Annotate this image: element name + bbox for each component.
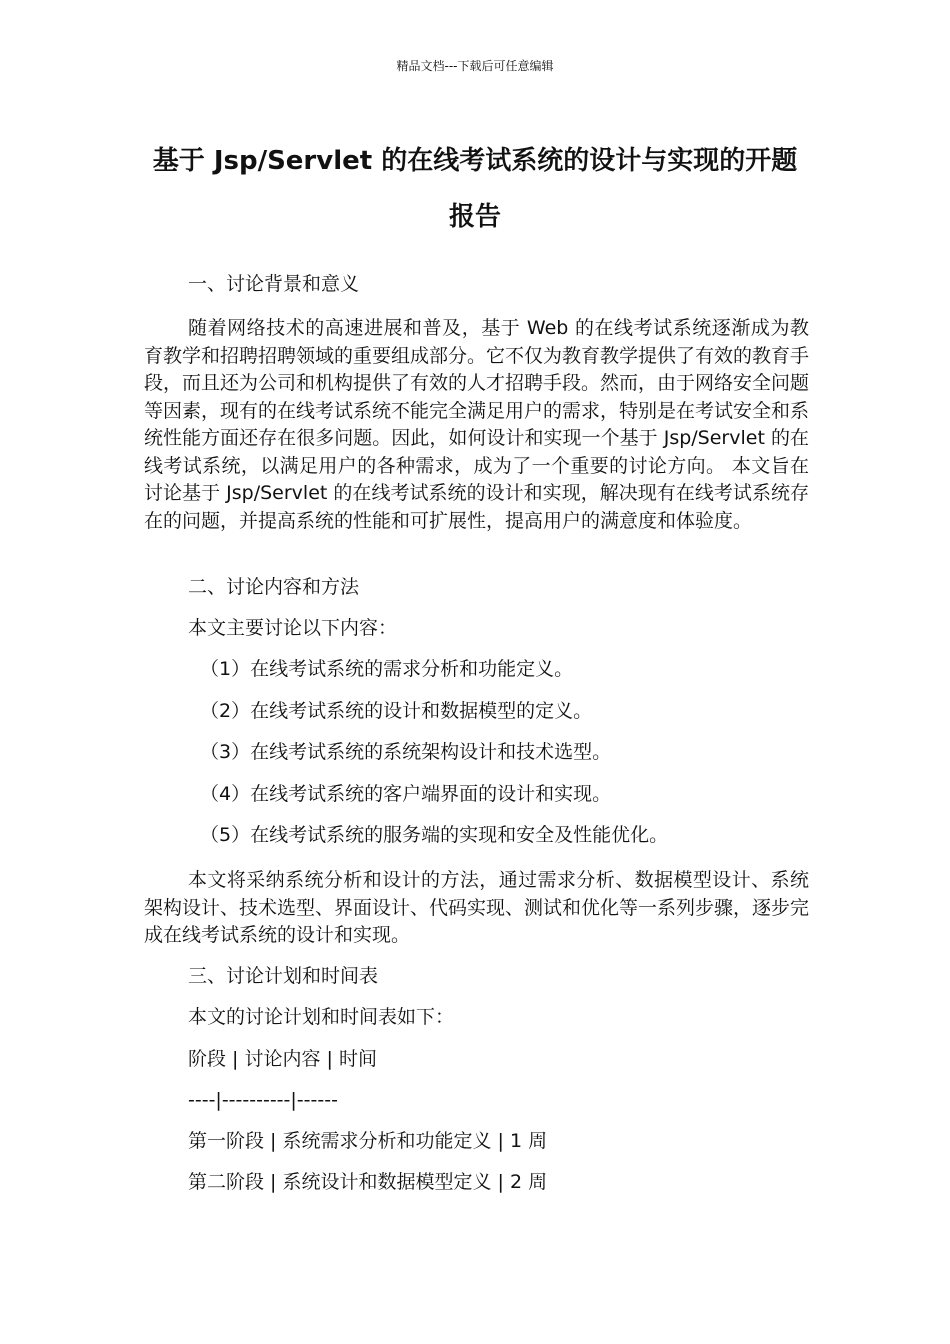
table-row-2: 第二阶段 | 系统设计和数据模型定义 | 2 周: [188, 1171, 548, 1193]
plan-intro: 本文的讨论计划和时间表如下：: [188, 1006, 455, 1028]
section-heading-plan: 三、讨论计划和时间表: [188, 965, 379, 987]
method-paragraph: 本文将采纳系统分析和设计的方法，通过需求分析、数据模型设计、系统架构设计、技术选型、界面设计、代码实现、测试和优化等一系列步骤，逐步完成在线考试系统的设计和实现。: [144, 869, 810, 946]
content-intro: 本文主要讨论以下内容：: [188, 617, 398, 639]
table-separator-line: ----|----------|------: [188, 1089, 338, 1111]
page-header: 精品文档---下载后可任意编辑: [396, 59, 554, 73]
section-heading-background: 一、讨论背景和意义: [188, 273, 360, 295]
table-row-1: 第一阶段 | 系统需求分析和功能定义 | 1 周: [188, 1130, 548, 1152]
content-item-2: （2）在线考试系统的设计和数据模型的定义。: [200, 700, 593, 722]
content-item-4: （4）在线考试系统的客户端界面的设计和实现。: [200, 783, 612, 805]
background-paragraph: 随着网络技术的高速进展和普及，基于 Web 的在线考试系统逐渐成为教育教学和招聘招聘领域的重要组成部分。它不仅为教育教学提供了有效的教育手段，而且还为公司和机构提供了有效的人才招聘手段。然而，由于网络安全问题等因素，现有的在线考试系统不能完全满足用户的需求，特别是在考试安全和系统性能方面还存在很多问题。因此，如何设计和实现一个基于 Jsp/Servlet 的在线考试系统，以满足用户的各种需求，成为了一个重要的讨论方向。 本文旨在讨论基于 Jsp/Servlet 的在线考试系统的设计和实现，解决现有在线考试系统存在的问题，并提高系统的性能和可扩展性，提高用户的满意度和体验度。: [144, 317, 810, 532]
table-header-line: 阶段 | 讨论内容 | 时间: [188, 1048, 377, 1070]
section-heading-content-method: 二、讨论内容和方法: [188, 576, 360, 598]
content-item-5: （5）在线考试系统的服务端的实现和安全及性能优化。: [200, 824, 669, 846]
content-item-3: （3）在线考试系统的系统架构设计和技术选型。: [200, 741, 612, 763]
content-item-1: （1）在线考试系统的需求分析和功能定义。: [200, 658, 574, 680]
document-title: 基于 Jsp/Servlet 的在线考试系统的设计与实现的开题报告: [152, 146, 798, 232]
